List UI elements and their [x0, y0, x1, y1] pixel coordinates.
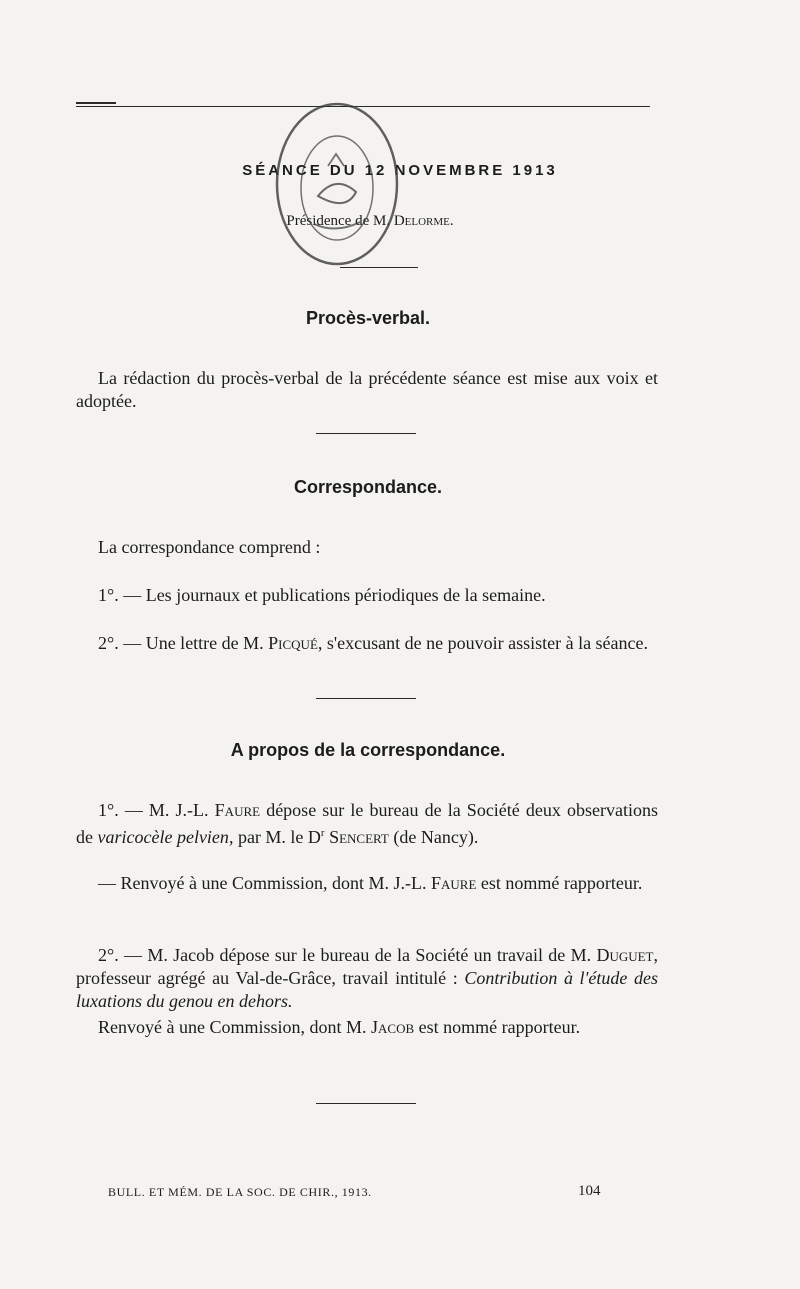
item2-text-a: 2°. — Une lettre de M. — [98, 633, 269, 653]
heading-a-propos: A propos de la correspondance. — [230, 740, 506, 760]
correspondance-item-1: 1°. — Les journaux et publications périodiques de la semaine. — [98, 585, 546, 605]
a-propos-item-2 — [76, 944, 658, 1013]
name-faure: Faure — [430, 873, 477, 893]
correspondance-intro: La correspondance comprend : — [98, 537, 321, 557]
item2-text-b: , s'excusant de ne pouvoir assister à la séance. — [317, 633, 649, 653]
header-rule-dash — [76, 102, 116, 104]
text: , par M. le D — [228, 827, 321, 847]
a-propos-item-2-renvoi — [76, 1016, 658, 1039]
heading-proces-verbal: Procès-verbal. — [305, 308, 431, 328]
text: 2°. — M. Jacob dépose sur le bureau de la Société un travail de M. — [98, 945, 597, 965]
text: Renvoyé à une Commission, dont M. — [98, 1017, 371, 1037]
stamp-underline-rule — [340, 267, 418, 268]
name-sencert: Sencert — [329, 827, 389, 847]
heading-correspondance: Correspondance. — [293, 477, 443, 497]
correspondance-item-2 — [76, 632, 658, 655]
footer-citation: BULL. ET MÉM. DE LA SOC. DE CHIR., 1913. — [108, 1185, 372, 1199]
work-title: Contribution à l'étude des luxations du genou en dehors. — [76, 968, 658, 1011]
text: dépose sur le bureau de la Société deux observations de — [76, 800, 658, 847]
text: 1°. — M. J.-L. — [98, 800, 215, 820]
superscript: r — [320, 827, 325, 839]
text: est nommé rapporteur. — [476, 873, 643, 893]
work-title: varicocèle pelvien — [97, 827, 229, 847]
name-picque: Picqué — [268, 633, 318, 653]
library-seal-stamp-icon — [270, 96, 405, 272]
separator-rule — [316, 698, 416, 699]
a-propos-item-1-renvoi — [76, 872, 658, 895]
page-number: 104 — [578, 1183, 601, 1199]
president-name: Delorme. — [393, 213, 454, 229]
text: (de Nancy). — [388, 827, 479, 847]
separator-rule — [316, 1103, 416, 1104]
separator-rule — [316, 433, 416, 434]
presidence-prefix: Présidence de M. — [286, 213, 394, 229]
name-jacob: Jacob — [371, 1017, 415, 1037]
seance-title: SÉANCE DU 12 NOVEMBRE 1913 — [242, 162, 558, 179]
a-propos-item-1 — [76, 799, 658, 849]
name-faure: Faure — [214, 800, 261, 820]
name-duguet: Duguet — [596, 945, 654, 965]
proces-verbal-text: La rédaction du procès-verbal de la précédente séance est mise aux voix et adoptée. — [76, 368, 658, 411]
text: — Renvoyé à une Commission, dont M. J.-L. — [98, 873, 431, 893]
text: , professeur agrégé au Val-de-Grâce, travail intitulé : — [76, 945, 658, 988]
text: est nommé rapporteur. — [414, 1017, 581, 1037]
